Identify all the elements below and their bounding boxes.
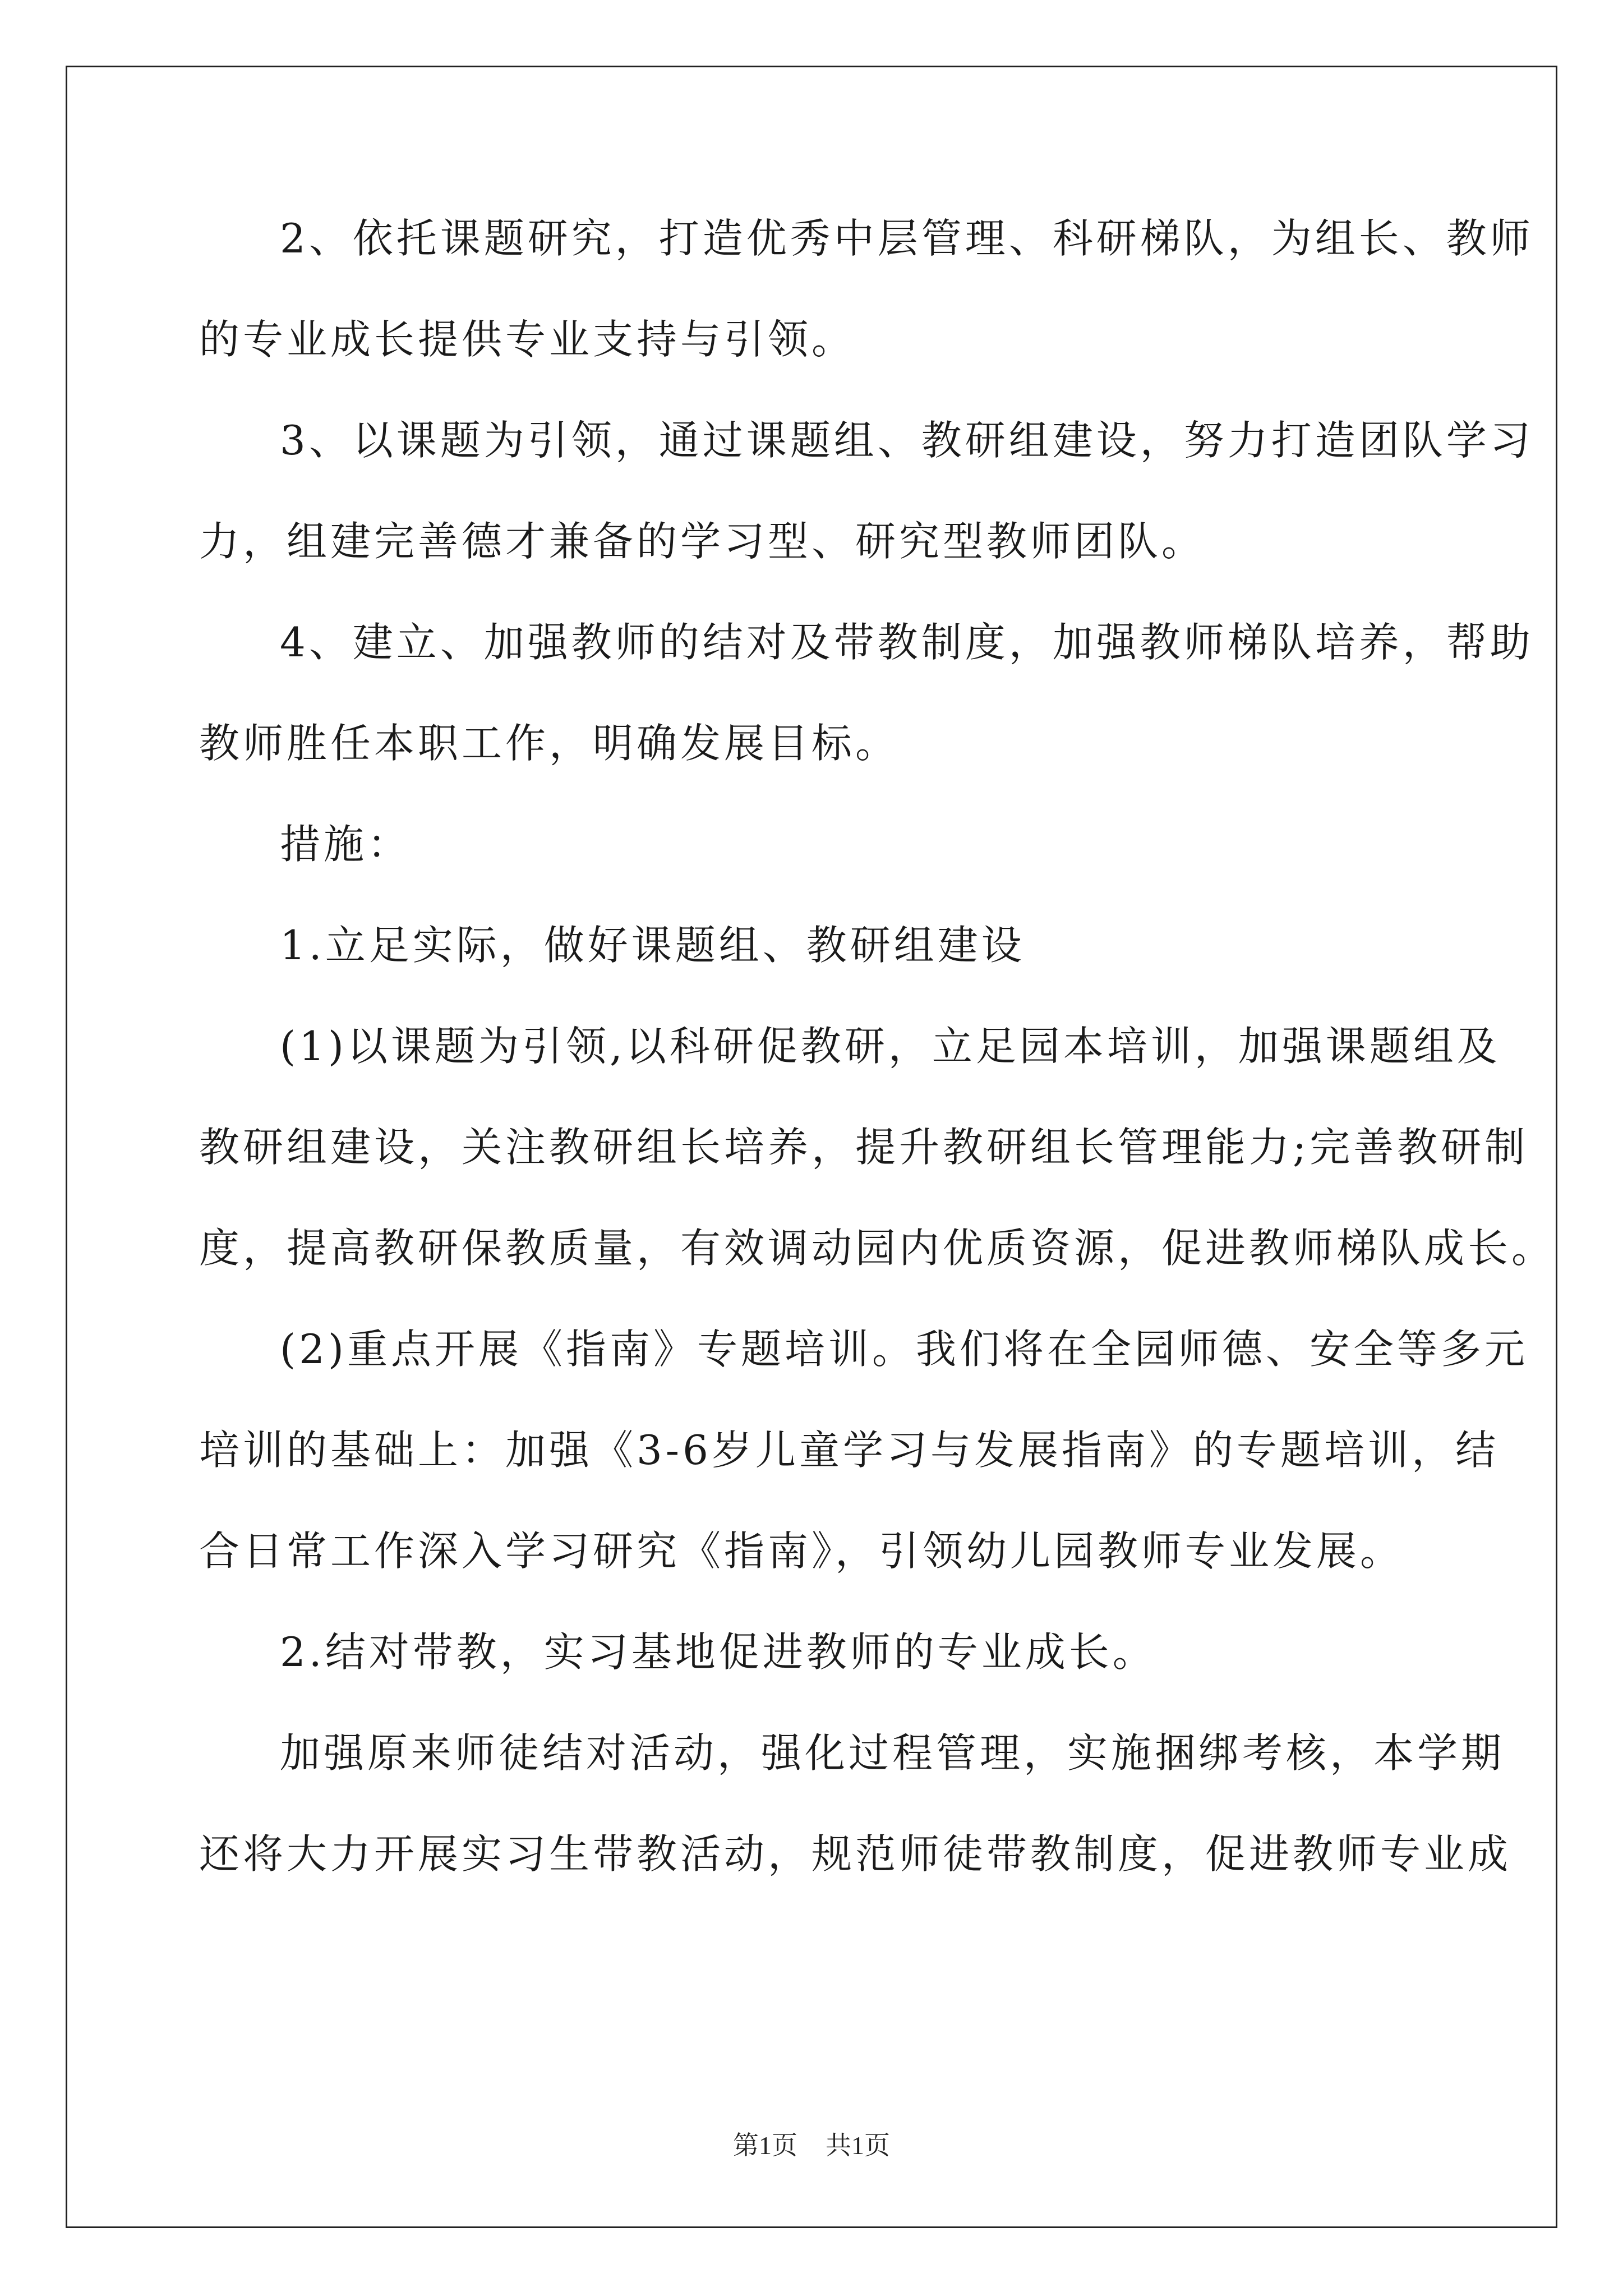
paragraph-line: 4、建立、加强教师的结对及带教制度，加强教师梯队培养，帮助 <box>280 619 1534 666</box>
paragraph-line: 力，组建完善德才兼备的学习型、研究型教师团队。 <box>199 518 1206 565</box>
paragraph-line: (1)以课题为引领,以科研促教研，立足园本培训，加强课题组及 <box>280 1023 1501 1070</box>
paragraph-line: 教师胜任本职工作，明确发展目标。 <box>199 720 900 767</box>
paragraph-line: (2)重点开展《指南》专题培训。我们将在全园师德、安全等多元 <box>280 1326 1528 1373</box>
paragraph-line: 加强原来师徒结对活动，强化过程管理，实施捆绑考核，本学期 <box>280 1729 1505 1777</box>
paragraph-line: 的专业成长提供专业支持与引领。 <box>199 316 856 363</box>
section-heading: 措施： <box>280 821 412 868</box>
paragraph-line: 教研组建设，关注教研组长培养，提升教研组长管理能力;完善教研制 <box>199 1124 1529 1171</box>
subsection-heading: 1.立足实际，做好课题组、教研组建设 <box>280 922 1025 969</box>
page-footer <box>0 2129 1623 2162</box>
paragraph-line: 度，提高教研保教质量，有效调动园内优质资源，促进教师梯队成长。 <box>199 1225 1556 1272</box>
paragraph-line: 合日常工作深入学习研究《指南》，引领幼儿园教师专业发展。 <box>199 1527 1404 1575</box>
page-number: 第1页 <box>733 2131 797 2160</box>
paragraph-line: 培训的基础上：加强《3-6岁儿童学习与发展指南》的专题培训，结 <box>199 1427 1499 1474</box>
page-total: 共1页 <box>826 2131 890 2160</box>
paragraph-line: 还将大力开展实习生带教活动，规范师徒带教制度，促进教师专业成 <box>199 1830 1512 1878</box>
paragraph-line: 2、依托课题研究，打造优秀中层管理、科研梯队，为组长、教师 <box>280 215 1534 262</box>
paragraph-line: 3、以课题为引领，通过课题组、教研组建设，努力打造团队学习 <box>280 417 1534 464</box>
subsection-heading: 2.结对带教，实习基地促进教师的专业成长。 <box>280 1628 1156 1676</box>
